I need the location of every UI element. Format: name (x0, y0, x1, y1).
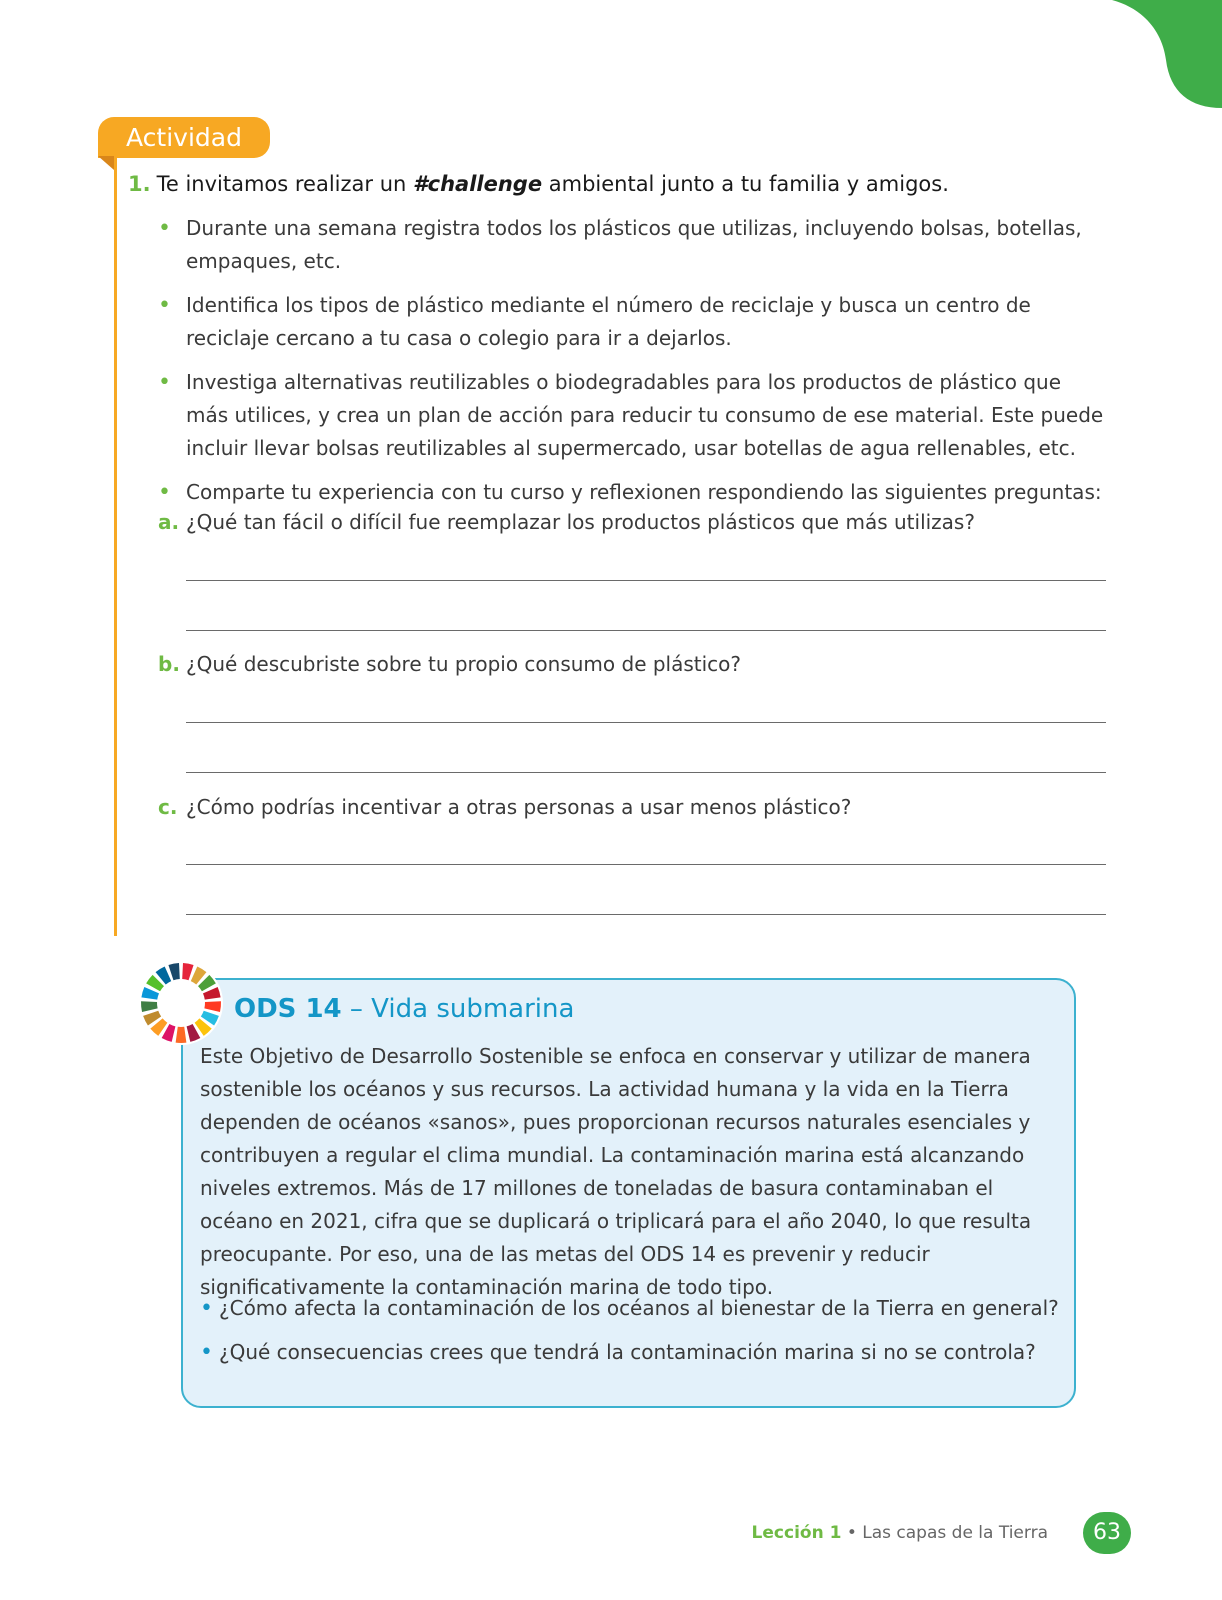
footer-lesson: Lección 1 (751, 1523, 842, 1543)
subquestion-text: ¿Qué tan fácil o difícil fue reemplazar los productos plásticos que más utilizas? (186, 510, 975, 534)
ods-title-bold: ODS 14 (234, 994, 342, 1024)
ods-question-2 (200, 1340, 1036, 1365)
question-text-after: ambiental junto a tu familia y amigos. (542, 172, 949, 196)
ods-question-text: ¿Qué consecuencias crees que tendrá la contaminación marina si no se controla? (218, 1340, 1036, 1364)
bullet-icon: • (200, 1296, 213, 1321)
subquestion-letter: c. (158, 795, 178, 819)
answer-line-a1[interactable] (186, 580, 1106, 581)
ods-title-rest: – Vida submarina (341, 994, 575, 1024)
bullet-text: Comparte tu experiencia con tu curso y reflexionen respondiendo las siguientes preguntas: (186, 480, 1102, 504)
question-hashtag: #challenge (413, 172, 543, 196)
subquestion-c (158, 795, 851, 819)
activity-label: Actividad (126, 123, 242, 152)
activity-tab (98, 117, 270, 158)
subquestion-a (158, 510, 975, 534)
bullet-icon: • (158, 216, 171, 241)
bullet-icon: • (158, 480, 171, 505)
subquestion-b (158, 652, 741, 676)
footer-topic: Las capas de la Tierra (862, 1523, 1048, 1543)
bullet-text: Identifica los tipos de plástico mediante el número de reciclaje y busca un centro de reciclaje cercano a tu casa o colegio para ir a dejarlos. (186, 293, 1031, 350)
answer-line-a2[interactable] (186, 630, 1106, 631)
ods-title (234, 994, 574, 1024)
question-text-before: Te invitamos realizar un (156, 172, 414, 196)
page-number: 63 (1083, 1512, 1131, 1554)
list-item (158, 289, 1108, 355)
bullet-icon: • (158, 370, 171, 395)
list-item (158, 212, 1108, 278)
answer-line-c2[interactable] (186, 914, 1106, 915)
activity-bullets (158, 212, 1108, 520)
subquestion-letter: b. (158, 652, 180, 676)
sdg-wheel-icon (138, 960, 224, 1046)
corner-decoration (1112, 0, 1222, 112)
ods-question-1 (200, 1296, 1059, 1321)
subquestion-text: ¿Qué descubriste sobre tu propio consumo de plástico? (186, 652, 742, 676)
bullet-icon: • (200, 1340, 213, 1365)
answer-line-b2[interactable] (186, 772, 1106, 773)
bullet-icon: • (158, 293, 171, 318)
activity-question (128, 172, 949, 196)
activity-tab-fold (98, 156, 114, 170)
bullet-text: Investiga alternativas reutilizables o biodegradables para los productos de plástico que más utilices, y crea un plan de acción para reducir tu consumo de ese material. Este puede incluir llevar bolsas reutilizables al supermercado, usar botellas de agua rellenables, etc. (186, 370, 1104, 460)
list-item (158, 476, 1108, 509)
subquestion-letter: a. (158, 510, 180, 534)
answer-line-b1[interactable] (186, 722, 1106, 723)
bullet-text: Durante una semana registra todos los plásticos que utilizas, incluyendo bolsas, botellas, empaques, etc. (186, 216, 1082, 273)
answer-line-c1[interactable] (186, 864, 1106, 865)
activity-rule (114, 158, 117, 936)
ods-question-text: ¿Cómo afecta la contaminación de los océanos al bienestar de la Tierra en general? (218, 1296, 1059, 1320)
page-footer (752, 1523, 1048, 1543)
question-number: 1. (128, 172, 151, 196)
footer-separator: • (841, 1523, 863, 1543)
list-item (158, 366, 1108, 465)
subquestion-text: ¿Cómo podrías incentivar a otras personas a usar menos plástico? (186, 795, 852, 819)
ods-body: Este Objetivo de Desarrollo Sostenible se enfoca en conservar y utilizar de manera sostenible los océanos y sus recursos. La actividad humana y la vida en la Tierra dependen de océanos «sanos», pues proporcionan recursos naturales esenciales y contribuyen a regular el clima mundial. La contaminación marina está alcanzando niveles extremos. Más de 17 millones de toneladas de basura contaminaban el océano en 2021, cifra que se duplicará o triplicará para el año 2040, lo que resulta preocupante. Por eso, una de las metas del ODS 14 es prevenir y reducir significativamente la contaminación marina de todo tipo. (200, 1044, 1032, 1299)
